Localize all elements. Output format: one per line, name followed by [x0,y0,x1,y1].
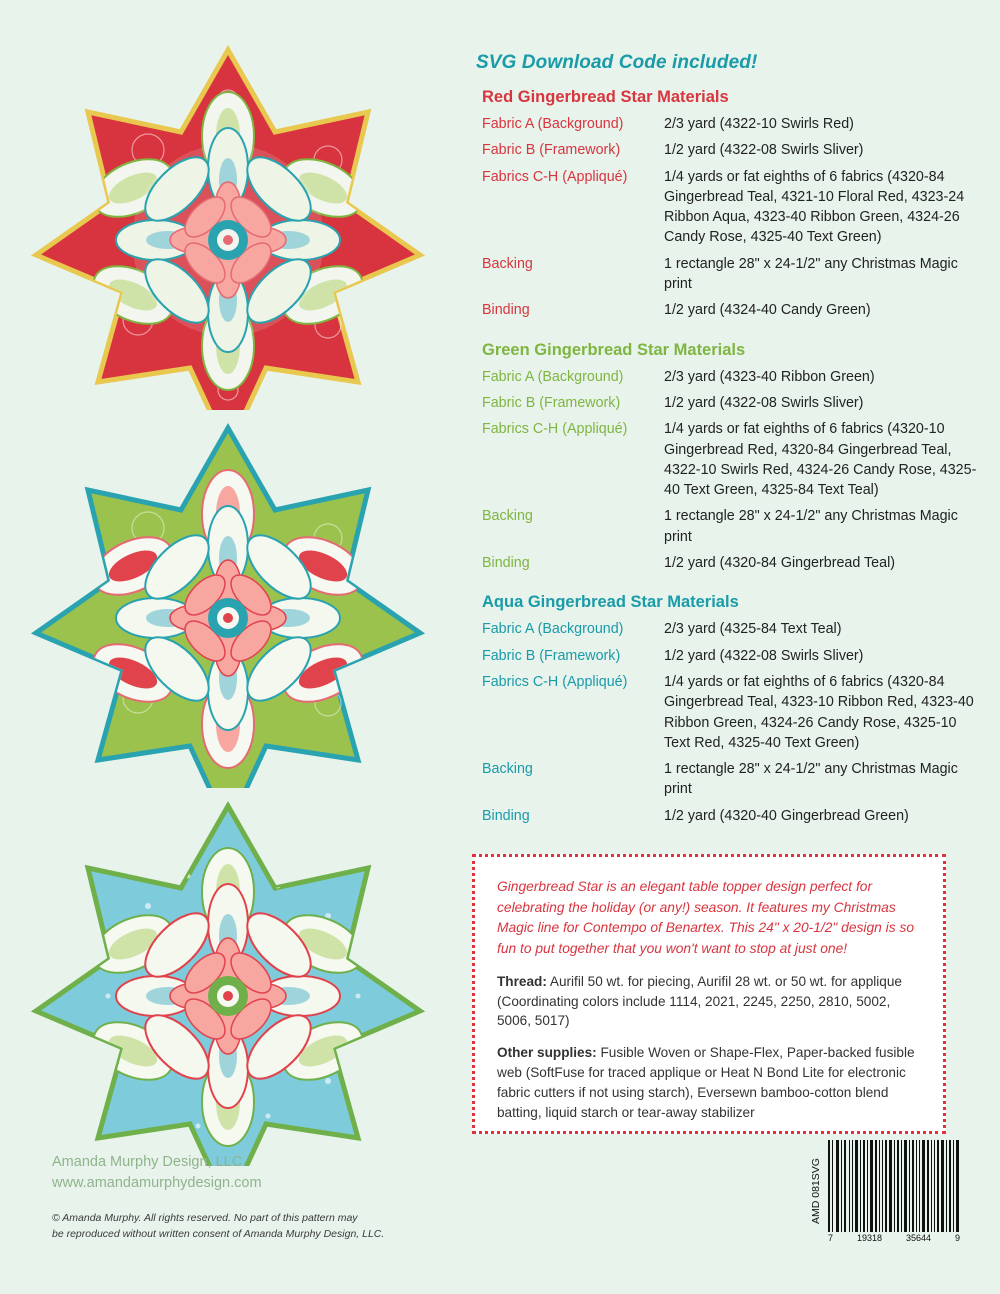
material-label: Backing [482,255,533,272]
table-row [482,806,978,832]
material-label: Fabrics C-H (Appliqué) [482,421,628,438]
table-row [482,506,978,553]
supplies-label: Other supplies: [497,1045,597,1061]
material-label: Fabrics C-H (Appliqué) [482,673,628,690]
material-value: 1/4 yards or fat eighths of 6 fabrics (4320-10 Gingerbread Red, 4320-84 Gingerbread Teal, 4322-10 Swirls Red, 4324-26 Candy Rose, 4325-40 Text Green, 4325-84 Text Teal) [664,421,977,499]
material-value: 2/3 yard (4325-84 Text Teal) [664,621,842,638]
material-value: 2/3 yard (4322-10 Swirls Red) [664,116,854,132]
material-label: Binding [482,302,530,319]
barcode-digit-right: 9 [954,1233,960,1243]
sku-code: AMD 081SVG [810,1158,822,1224]
material-value: 1/2 yard (4322-08 Swirls Sliver) [664,142,864,159]
material-label: Fabric A (Background) [482,621,624,638]
table-row [482,553,978,579]
material-label: Fabric A (Background) [482,116,624,132]
thread-text: Aurifil 50 wt. for piecing, Aurifil 28 wt. or 50 wt. for applique (Coordinating colors include 1114, 2021, 2245, 2250, 2810, 5002, 5006, 5017) [497,973,902,1029]
material-label: Fabric B (Framework) [482,394,621,411]
design-description: Gingerbread Star is an elegant table topper design perfect for celebrating the holiday (or any!) season. It features my Christmas Magic line for Contempo of Benartex. This 24" x 20-1/2" design is so fun to put together that you won't want to stop at just one! [497,879,915,957]
section-title-green: Green Gingerbread Star Materials [482,340,746,359]
table-row [482,140,978,166]
table-row [482,672,978,759]
company-website[interactable]: www.amandamurphydesign.com [52,1175,262,1192]
material-value: 1/4 yards or fat eighths of 6 fabrics (4320-84 Gingerbread Teal, 4321-10 Floral Red, 4323-24 Ribbon Aqua, 4323-40 Ribbon Green, 4324-26 Candy Rose, 4325-40 Text Green) [664,168,965,246]
material-value: 1/2 yard (4322-08 Swirls Sliver) [664,394,864,411]
materials-table-red [482,114,978,327]
table-row [482,114,978,140]
other-supplies-info [497,1043,921,1122]
aqua-gingerbread-star [28,796,428,1166]
section-red-materials [476,88,972,327]
aqua-star-illustration [28,796,428,1166]
green-gingerbread-star [28,418,428,788]
barcode-digits [828,1233,960,1243]
thread-info [497,972,921,1032]
material-label: Backing [482,761,533,778]
copyright-block [52,1211,384,1243]
barcode-bars [828,1140,960,1232]
table-row [482,619,978,645]
table-row [482,419,978,506]
material-label: Fabric B (Framework) [482,647,621,664]
material-value: 1/4 yards or fat eighths of 6 fabrics (4320-84 Gingerbread Teal, 4323-10 Ribbon Red, 4323-40 Ribbon Green, 4324-26 Candy Rose, 4325-10 Text Red, 4325-40 Text Green) [664,673,974,751]
material-value: 1 rectangle 28" x 24-1/2" any Christmas Magic print [664,255,958,293]
supplies-text: Fusible Woven or Shape-Flex, Paper-backed fusible web (SoftFuse for traced applique or Heat N Bond Lite for electronic fabric cutters if not using starch), Eversewn bamboo-cotton blend batting, liquid starch or tear-away stabilizer [497,1045,915,1120]
table-row [482,300,978,326]
company-name: Amanda Murphy Design, LLC [52,1154,243,1170]
table-row [482,254,978,301]
red-gingerbread-star [28,40,428,410]
materials-table-green [482,367,978,580]
material-value: 1/2 yard (4324-40 Candy Green) [664,302,871,319]
barcode-digit-group1: 19318 [856,1233,883,1243]
brand-block [52,1152,262,1194]
section-green-materials [476,340,977,580]
material-label: Backing [482,508,533,525]
material-label: Fabrics C-H (Appliqué) [482,168,628,185]
table-row [482,367,978,393]
barcode-digit-left: 7 [828,1233,834,1243]
description-infobox [472,854,946,1134]
material-value: 2/3 yard (4323-40 Ribbon Green) [664,368,875,385]
barcode-digit-group2: 35644 [905,1233,932,1243]
thread-label: Thread: [497,973,547,989]
copyright-line-1: © Amanda Murphy. All rights reserved. No part of this pattern may [52,1212,358,1224]
materials-column [476,52,977,846]
material-label: Binding [482,807,530,824]
table-row [482,646,978,672]
material-value: 1/2 yard (4320-40 Gingerbread Green) [664,807,909,824]
material-label: Fabric B (Framework) [482,142,621,159]
svg-download-note: SVG Download Code included! [476,52,758,73]
material-value: 1 rectangle 28" x 24-1/2" any Christmas Magic print [664,761,958,798]
green-star-illustration [28,418,428,788]
materials-table-aqua [482,619,978,832]
section-aqua-materials [476,593,972,832]
section-title-red: Red Gingerbread Star Materials [482,88,729,106]
material-label: Fabric A (Background) [482,368,624,385]
table-row [482,167,978,254]
copyright-line-2: be reproduced without written consent of Amanda Murphy Design, LLC. [52,1227,385,1240]
table-row [482,759,978,806]
material-value: 1 rectangle 28" x 24-1/2" any Christmas Magic print [664,508,958,545]
red-star-illustration [28,40,428,410]
barcode-area [812,1140,960,1260]
section-title-aqua: Aqua Gingerbread Star Materials [482,593,739,612]
material-value: 1/2 yard (4320-84 Gingerbread Teal) [664,555,896,572]
table-row [482,393,978,419]
material-value: 1/2 yard (4322-08 Swirls Sliver) [664,647,864,664]
star-images-column [28,40,458,1174]
material-label: Binding [482,555,530,572]
